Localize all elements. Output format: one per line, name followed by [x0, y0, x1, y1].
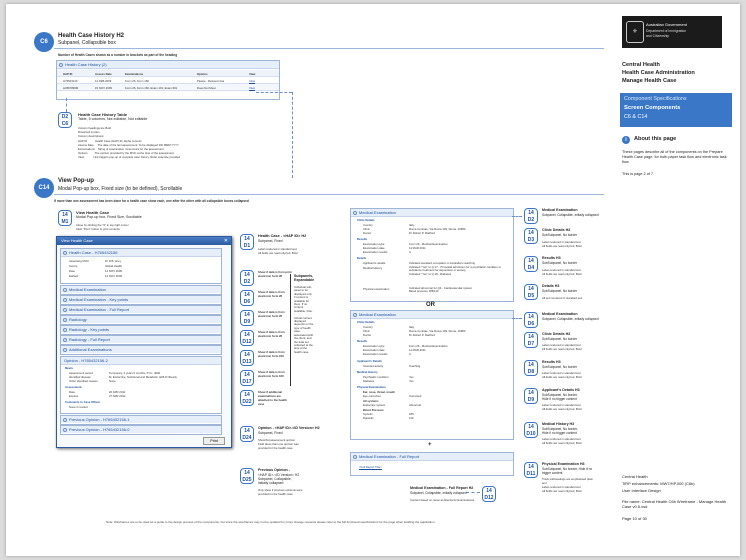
view-health-case-modal	[56, 236, 232, 448]
c6-note: Number of Health Cases shown as a number in brackets as part of the heading	[58, 53, 178, 57]
expand-icon	[63, 338, 67, 342]
section-additional-examinations[interactable]: Additional Examinations	[60, 345, 222, 355]
footnote: Note: Wireframes are to be used as a guide to the design process of the components, but since the wireframes may not be updated for minor change requests please refer to the full functional specifications for the page when building the application.	[106, 520, 436, 524]
d1-badge: 14 D1	[240, 234, 254, 250]
previous-opinion-1[interactable]: Previous Opinion - H765432156-1	[60, 415, 222, 425]
modal-titlebar	[57, 237, 231, 245]
subpanels-note-body: Individual sub- panel to be displayed only if content is available for them. If no content available, hide. Actual content displayed depends on the type of health case associated with the client, and the data set collected at the time of the health case.	[294, 285, 314, 354]
medical-exam-box-2: Medical Examination Clinic Details Country Italy Clinic Roma Centrale, Via Roma 109, Roma, 10980 Doctor Dr Robert P. Radford Results Examination type Form 26 - Medical Examination Examination date 11 MAR 2011 Examination results A Applicant's Details Intended activity Teaching Medical History Psychiatric condition Yes Diabetes Yes Physical Examination Ear, nose, throat, mouth Eye correction Corrected All systems Endocrine system Abnormal Blood Pressure Systolic 185 Diastolic 110	[350, 310, 514, 440]
print-button[interactable]: Print	[203, 437, 225, 445]
d1-title: Health Case - <HAP ID> H2	[258, 234, 307, 238]
c6-rule	[54, 48, 604, 49]
col-hap-id: HAP ID	[63, 71, 73, 76]
collapse-icon[interactable]	[59, 63, 63, 67]
sidebar-h2: Health Case Administration	[622, 70, 695, 76]
c6-badge: C6	[34, 32, 54, 52]
medical-exam-full-report-box: Medical Examination - Full Report <Full Report Title>	[350, 452, 514, 476]
gov-logo-block: ⚜ Australian Government Department of Immigration and Citizenship	[622, 16, 722, 48]
d1-notes: Label rendered in standard text All fields are read only/red, Bold	[258, 247, 298, 255]
c6-d2-badge: D2 C6	[58, 112, 72, 128]
or-label: OR	[426, 302, 435, 308]
page-number: Page 10 of 30	[622, 516, 647, 521]
connector	[292, 92, 293, 178]
section-medical-examination[interactable]: Medical Examination	[60, 285, 222, 295]
close-icon[interactable]: ✕	[223, 238, 228, 244]
d1-sub: Subpanel, Fixed	[258, 239, 283, 243]
c14-title: View Pop-up	[58, 178, 94, 184]
health-case-box: Health Case - H765432156 Assessing MOC Dr R B. Grey Centre Global Health Date 14 NOV 2009 Earliest 12 NOV 2009	[60, 248, 222, 284]
previous-opinion-0[interactable]: Previous Opinion - H765432156-0	[60, 425, 222, 435]
popup-subtitle: Modal Pop-up box, Fixed Size, Scrollable	[76, 215, 142, 219]
col-examinations: Examinations	[125, 71, 144, 76]
col-view: View	[249, 71, 256, 76]
c14-note: If more than one assessment has been done for a health case show each, one after the other with all collapsible boxes collapsed	[54, 199, 249, 203]
popup-title: View Health Case	[76, 210, 110, 215]
expand-icon	[63, 418, 67, 422]
c6-title: Health Case History H2	[58, 33, 125, 39]
health-case-history-header[interactable]: Health Case History (2)	[57, 61, 279, 69]
section-med-key-points[interactable]: Medical Examination - Key points	[60, 295, 222, 305]
table-title: Health Case History Table	[78, 112, 128, 117]
collapse-icon	[353, 455, 357, 459]
section-radiology-full-report[interactable]: Radiology - Full Report	[60, 335, 222, 345]
connector	[66, 98, 67, 112]
table-row: H76543210 12 FEB 2009 Form 26, Form 160 Please - Refused visa View	[57, 77, 279, 84]
expand-icon	[63, 428, 67, 432]
view-link[interactable]: View	[249, 78, 256, 83]
col-assess-date: Assess Date	[95, 71, 112, 76]
view-link[interactable]: View	[249, 85, 256, 90]
c14-subtitle: Modal Pop-up box, Fixed size (to be defined), Scrollable	[58, 186, 183, 192]
section-radiology-key-points[interactable]: Radiology - Key points	[60, 325, 222, 335]
spec-banner: Component Specifications Screen Components C6 & C14	[620, 93, 732, 127]
modal-title: View Health Case	[61, 238, 93, 243]
about-title: About this page	[634, 136, 677, 142]
coat-of-arms-icon: ⚜	[626, 21, 644, 43]
collapse-icon	[353, 211, 357, 215]
info-icon: i	[622, 136, 630, 144]
opinion-box: Opinion - H765432156-2 Meets Assessment period Temporary, 4 years 6 months, P.I.C. 4000 Identified disease M, Endocrine, Nutritional and Metabolic, E66.8 Obesity Other identified causes None Assessment Date 20 APR 2011 Expires 27 APR 2012 Comments to Case Officer None is recited	[60, 356, 222, 414]
sidebar-h1: Central Health	[622, 62, 660, 68]
c14-rule	[54, 194, 604, 195]
medical-exam-box-1: Medical Examination Clinic Details Country Italy Clinic Roma Centrale, Via Roma 109, Roma, 10980 Doctor Dr Robert P. Radford Results Examination type Form 26 - Medical Examination Examination date 11 MAR 2011 Examination results A Details Applicant's details Indicated standard occupation in Australia is teaching Medical History Indicated "Yes" to Q.17 - If hospital admission for a psychiatric condition or substance treatment for depression or anxiety Indicated "Yes" to Q.18 - Diabetes Physical examination Indicated abnormal for Q4 - Cardiovascular system Blood pressure 185/110	[350, 208, 514, 302]
full-report-link[interactable]: <Full Report Title>	[359, 465, 382, 469]
subpanels-note-title: Subpanels, Expandable	[294, 274, 315, 282]
bracket	[290, 274, 292, 386]
expand-icon	[63, 348, 67, 352]
table-subtitle: Table, 5 columns, Not editable, Not editable	[78, 117, 148, 121]
m1-badge: 14 M1	[58, 210, 72, 226]
connector	[256, 92, 292, 93]
expand-icon	[63, 318, 67, 322]
section-med-full-report[interactable]: Medical Examination - Full Report	[60, 305, 222, 315]
expand-icon	[63, 328, 67, 332]
expand-icon	[63, 308, 67, 312]
table-row: H4567890M 15 NOV 2009 Form 26, Form 160, Exam 101, Exam 601 Does Not Meet View	[57, 84, 279, 91]
plus-label: +	[428, 442, 432, 448]
health-case-history-panel	[56, 60, 280, 100]
collapse-icon[interactable]	[63, 251, 67, 255]
expand-icon	[63, 288, 67, 292]
col-options: Options	[197, 71, 208, 76]
about-body: These pages describe all of the components on the Prepare Health Case page, for both paper task flow and electronic task flow	[622, 150, 727, 164]
collapse-icon	[353, 313, 357, 317]
expand-icon	[63, 298, 67, 302]
section-radiology[interactable]: Radiology	[60, 315, 222, 325]
page: C6 Health Case History H2 Subpanel, Collapsible box Number of Health Cases shown as a number in brackets as part of the heading Health Case History (2) HAP ID Assess Date Examinations Options View H76543210 12 FEB 2009 Form 26, Form 160 Please - Refused visa View H4567890M 15 NOV 2009 Form 26, Form 160, Exam 101, Exam 601 Does Not Meet View D2 C6 Health Case History Table Table, 5 columns, Not editable, Not editable Column headings are Bold Rows/cell is plain Column descriptions: HAP ID Health Case (HAP) ID, Alpha numeric Assess Date The date of the last assessment. To be displayed DD MMM YYYY Examinations String of examination mnemonics for the assessment Options The opinion provided by the MOC at the time of the assessment View Link triggers pop-up of complete case history. Refer example provided. C14 View Pop-up Modal Pop-up box, Fixed size (to be defined), Scrollable If more than one assessment has been done for a health case show each, one after the other with all collapsible boxes collapsed 14 M1 View Health Case Modal Pop-up box, Fixed Size, Scrollable Close by clicking the "X" in top right corner Click "Print" button to print contents View Health Case ✕ Health Case - H765432156 Assessing MOC Dr R B. Grey Centre Global Health Date 14 NOV 2009 Earliest 12 NOV 2009 Medical Examination Medical Examination - Key points Medical Examination - Full Report Radiology Radiology - Key points Radiology - Full Report Additional Examinations Opinion - H765432156-2 Meets Assessment period Temporary, 4 years 6 months, P.I.C. 4000 Identified disease M, Endocrine, Nutritional and Metabolic, E66.8 Obesity Other identified causes None Assessment Date 20 APR 2011 Expires 27 APR 2012 Comments to Case Officer None is recited Previous Opinion - H765432156-1 Previous Opinion - H765432156-0 Print 14 D1 Health Case - <HAP ID> H2 Subpanel, Fixed Label rendered in standard text All fields are read only/red, Bold 14 D2 Show if data is from print electronic form 26 14 D6 Show if data is from electronic form 26 14 D9 Show if data is from electronic form 26 14 D12 Show if data is from electronic form 26 14 D13 Show if data is from electronic form 160 14 D17 Show if data is from electronic form 160 14 D22 Show if additional examinations are attached to the health case 14 D24 Opinion - <HAP ID>-<ID Version> H2 Subpanel, Fixed Show/hid assessment opinion Field faces than one opinion was provided for the health case 14 D25 Previous Opinion - <HAP ID>-<ID Version> H2 Subpanel, Collapsible, initially collapsed Only show if previous opinions were provided for the health case. Subpanels, Expandable Individual sub- panel to be displayed only if content is available for them. If no content available, hide. Actual content displayed depends on the type of health case associated with the client, and the data set collected at the time of the health case. Medical Examination Clinic Details Country Italy Clinic Roma Centrale, Via Roma 109, Roma, 10980 Doctor Dr Robert P. Radford Results Examination type Form 26 - Medical Examination Examination date 11 MAR 2011 Examination results A Details Applicant's details Indicated standard occupation in Australia is teaching Medical History Indicated "Yes" to Q.17 - If hospital admission for a psychiatric condition or substance treatment for depression or anxiety Indicated "Yes" to Q.18 - Diabetes Physical examination Indicated abnormal for Q4 - Cardiovascular system Blood pressure 185/110 OR Medical Examination Clinic Details Country Italy Clinic Roma Centrale, Via Roma 109, Roma, 10980 Doctor Dr Robert P. Radford Results Examination type Form 26 - Medical Examination Examination date 11 MAR 2011 Examination results A Applicant's Details Intended activity Teaching Medical History Psychiatric condition Yes Diabetes Yes Physical Examination Ear, nose, throat, mouth Eye correction Corrected All systems Endocrine system Abnormal Blood Pressure Systolic 185 Diastolic 110 + Medical Examination - Full Report <Full Report Title> 14 D2 Medical Examination Subpanel, Collapsible, initially collapsed 14 D3 Clinic Details H3 SubSubpanel, No border Label rendered in standard text All fields are read only/red, Bold 14 D4 Results H3 SubSubpanel, No border Label rendered in standard text All fields are read only/red, Bold 14 D5 Details H3 SubSubpanel, No border All text rendered in standard text 14 D6 Medical Examination Subpanel, Collapsible, initially collapsed 14 D7 Clinic Details H3 SubSubpanel, No border Label rendered in standard text All fields are read only/red, Bold 14 D8 Results H3 SubSubpanel, No border Label rendered in standard text All fields are read only/red, Bold 14 D9 Applicant's Details H3 SubSubpanel, No border, Hide if no trigger content Label rendered in standard text All fields are read only/red, Bold 14 D10 Medical History H3 SubSubpanel, No border, Hide if no trigger content Label rendered in standard text All fields are read only/red, Bold 14 D11 Physical Examination H3 SubSubpanel, No border, Hide if no trigger content Track subheadings are emphasised plain text Label rendered in standard text All fields are read only/red, Bold 14 D12 Medical Examination - Full Report H2 Subpanel, Collapsible, initially collapsed Content based on name as Electronic Examinations ⚜ Australian Government Department of Immigration and Citizenship Central Health Health Case Administration Manage Health Case Component Specifications Screen Components C6 & C14 i About this page These pages describe all of the components on the Prepare Health Case page, for both paper task flow and electronic task flow This is page 2 of 7 Central Health TiRP enhancements: MW7/HP.000 (C6b) User Interface Design File name: Central Health C6b Wireframe - Manage Health Case v0.5.vsd Page 10 of 30 Note: Wireframes are to be used as a guide to the design process of the components, but since the wireframes may not be updated for minor change requests please refer to the full functional specifications for the page when building the application.	[6, 4, 740, 556]
history-table-header	[57, 70, 279, 77]
c6-subtitle: Subpanel, Collapsible box	[58, 40, 116, 46]
page-of: This is page 2 of 7	[622, 172, 654, 176]
sidebar-h3: Manage Health Case	[622, 78, 677, 84]
c14-badge: C14	[34, 178, 54, 198]
